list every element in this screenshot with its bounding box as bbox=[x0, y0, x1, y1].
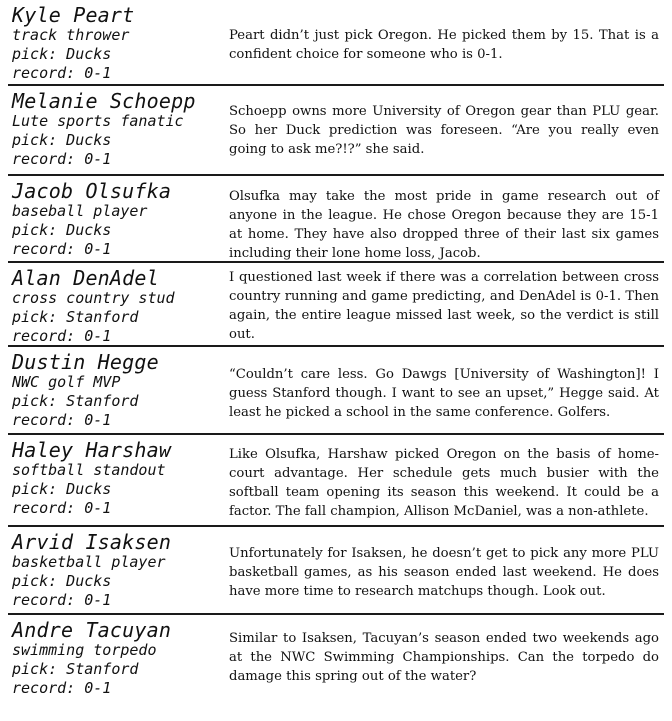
picker-role: track thrower bbox=[12, 26, 130, 44]
picker-record: record: 0-1 bbox=[12, 591, 112, 609]
picker-name: Alan DenAdel bbox=[12, 266, 159, 290]
entry-alan-denadel bbox=[8, 263, 664, 347]
picker-info bbox=[12, 619, 222, 698]
picker-pick: pick: Stanford bbox=[12, 660, 139, 678]
picker-pick: pick: Ducks bbox=[12, 221, 112, 239]
picker-info bbox=[12, 267, 222, 346]
picker-record: record: 0-1 bbox=[12, 679, 112, 697]
picker-name: Arvid Isaksen bbox=[12, 530, 172, 554]
picker-record: record: 0-1 bbox=[12, 499, 112, 517]
picker-record: record: 0-1 bbox=[12, 64, 112, 82]
picker-comment: Like Olsufka, Harshaw picked Oregon on the basis of home-court advantage. Her schedule gets much busier with the softball team opening its season this weekend. It could be a factor. The fall champion, Allison McDaniel, was a non-athlete. bbox=[229, 447, 659, 519]
picker-record: record: 0-1 bbox=[12, 150, 112, 168]
picker-pick: pick: Ducks bbox=[12, 45, 112, 63]
entry-dustin-hegge bbox=[8, 347, 664, 435]
entry-jacob-olsufka bbox=[8, 176, 664, 263]
picker-role: softball standout bbox=[12, 461, 166, 479]
picker-pick: pick: Stanford bbox=[12, 392, 139, 410]
entry-arvid-isaksen bbox=[8, 527, 664, 615]
picker-record: record: 0-1 bbox=[12, 240, 112, 258]
picker-comment: Schoepp owns more University of Oregon gear than PLU gear. So her Duck prediction was foreseen. “Are you really even going to ask me?!?” she said. bbox=[229, 104, 659, 157]
picker-name: Jacob Olsufka bbox=[12, 179, 172, 203]
picker-name: Melanie Schoepp bbox=[12, 89, 196, 113]
entry-melanie-schoepp bbox=[8, 86, 664, 176]
picker-comment: Olsufka may take the most pride in game research out of anyone in the league. He chose Oregon because they are 15-1 at home. They have also dropped three of their last six games including their lone home loss, Jacob. bbox=[229, 189, 659, 261]
picker-info bbox=[12, 351, 222, 430]
picker-role: baseball player bbox=[12, 202, 148, 220]
picker-info bbox=[12, 531, 222, 610]
entry-haley-harshaw bbox=[8, 435, 664, 527]
picker-name: Kyle Peart bbox=[12, 3, 135, 27]
picker-comment: “Couldn’t care less. Go Dawgs [University of Washington]! I guess Stanford though. I want to see an upset,” Hegge said. At least he picked a school in the same conference. Golfers. bbox=[229, 367, 659, 420]
entry-kyle-peart bbox=[8, 0, 664, 86]
picker-pick: pick: Ducks bbox=[12, 480, 112, 498]
picker-name: Haley Harshaw bbox=[12, 438, 172, 462]
picker-pick: pick: Stanford bbox=[12, 308, 139, 326]
picker-info bbox=[12, 439, 222, 518]
picker-comment: Similar to Isaksen, Tacuyan’s season ended two weekends ago at the NWC Swimming Championships. Can the torpedo do damage this spring out of the water? bbox=[229, 631, 659, 684]
picker-role: NWC golf MVP bbox=[12, 373, 121, 391]
picker-pick: pick: Ducks bbox=[12, 572, 112, 590]
picker-name: Dustin Hegge bbox=[12, 350, 159, 374]
picker-record: record: 0-1 bbox=[12, 327, 112, 345]
picker-info bbox=[12, 180, 222, 259]
entry-andre-tacuyan bbox=[8, 615, 664, 721]
picker-info bbox=[12, 4, 222, 83]
picker-comment: Unfortunately for Isaksen, he doesn’t get to pick any more PLU basketball games, as his season ended last weekend. He does have more time to research matchups though. Look out. bbox=[229, 546, 659, 599]
picker-info bbox=[12, 90, 222, 169]
picker-role: Lute sports fanatic bbox=[12, 112, 184, 130]
picker-role: basketball player bbox=[12, 553, 166, 571]
picker-pick: pick: Ducks bbox=[12, 131, 112, 149]
picker-name: Andre Tacuyan bbox=[12, 618, 172, 642]
picker-role: cross country stud bbox=[12, 289, 175, 307]
picker-comment: I questioned last week if there was a correlation between cross country running and game predicting, and DenAdel is 0-1. Then again, the entire league missed last week, so the verdict is still out. bbox=[229, 270, 659, 342]
picker-role: swimming torpedo bbox=[12, 641, 157, 659]
picker-comment: Peart didn’t just pick Oregon. He picked them by 15. That is a confident choice for someone who is 0-1. bbox=[229, 28, 659, 62]
picker-record: record: 0-1 bbox=[12, 411, 112, 429]
